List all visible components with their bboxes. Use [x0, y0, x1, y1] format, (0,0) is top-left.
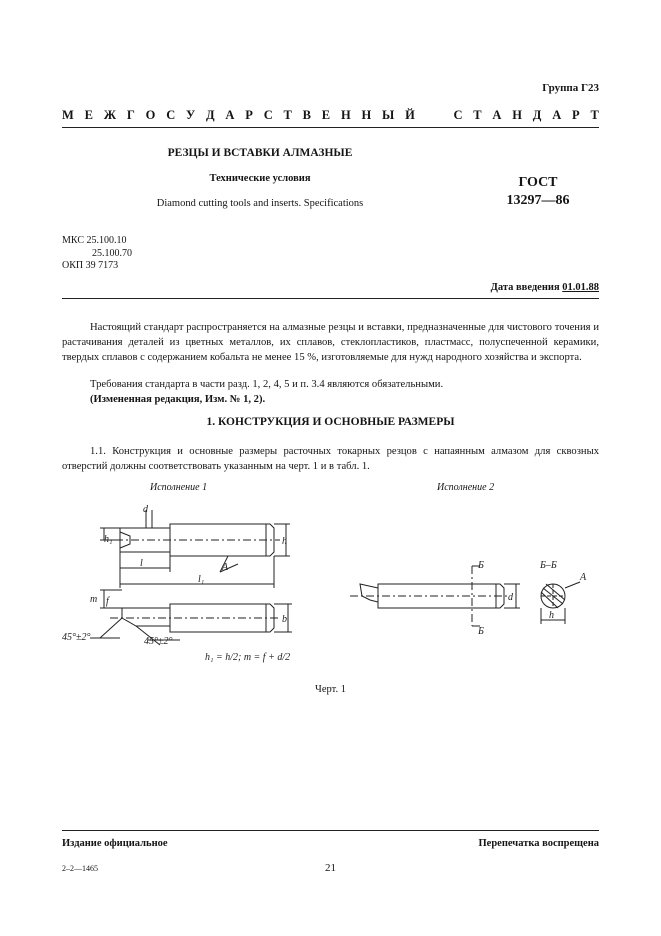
interstate-letter: Н [361, 108, 372, 122]
paragraph-scope: Настоящий стандарт распространяется на алмазные резцы и вставки, предназначенные для чистового точения и растачивания деталей из цветных металлов, их сплавов, стеклопластиков, пластмасс, полуспеченной керамики, твердых сплавов с содержанием кобальта не менее 15 %, изготовляемые для нужд народного хозяйства и экспорта. [62, 322, 599, 363]
technical-drawing [60, 500, 605, 670]
interstate-letter: М [62, 108, 74, 122]
paragraph-1-1: 1.1. Конструкция и основные размеры расточных токарных резцов с напаянным алмазом для сквозных отверстий должны соответствовать указанным на черт. 1 и в табл. 1. [62, 446, 599, 472]
gost-number [488, 174, 588, 210]
interstate-letter: Т [473, 108, 482, 122]
label-d: d [143, 504, 148, 515]
gost-code: 13297—86 [506, 193, 570, 208]
group-label: Группа Г23 [542, 82, 599, 94]
interstate-letter: Т [590, 108, 599, 122]
footer-rule [62, 830, 599, 831]
label-section: Б–Б [540, 560, 557, 571]
paragraph-requirements: Требования стандарта в части разд. 1, 2, 4, 5 и п. 3.4 являются обязательными. [90, 379, 444, 390]
interstate-letter: А [225, 108, 235, 122]
interstate-letter: Н [512, 108, 522, 122]
interstate-letter: Ы [382, 108, 395, 122]
interstate-letter: В [302, 108, 311, 122]
document-title: РЕЗЦЫ И ВСТАВКИ АЛМАЗНЫЕ [167, 147, 353, 159]
interstate-letter: А [492, 108, 502, 122]
label-b: b [282, 614, 287, 625]
label-angle-2: 45°±2° [144, 636, 173, 647]
interstate-letter: С [453, 108, 463, 122]
label-l1: l₁ [198, 574, 205, 585]
document-title-english: Diamond cutting tools and inserts. Specifications [156, 198, 364, 209]
cutter-top-view [100, 510, 290, 588]
interstate-letter: Е [84, 108, 93, 122]
interstate-letter: Д [206, 108, 215, 122]
date-label: Дата введения [490, 282, 560, 293]
version-1-label: Исполнение 1 [150, 482, 208, 493]
section-heading: 1. КОНСТРУКЦИЯ И ОСНОВНЫЕ РАЗМЕРЫ [206, 416, 455, 428]
edition-label: Издание официальное [62, 838, 168, 849]
label-h1: h₁ [104, 534, 113, 545]
label-h: h [282, 536, 287, 547]
interstate-standard-heading [62, 108, 599, 123]
label-section-mark-top: Б [478, 560, 484, 571]
interstate-letter [426, 108, 429, 123]
document-subtitle: Технические условия [209, 173, 311, 184]
interstate-letter: Н [340, 108, 351, 122]
interstate-letter: С [166, 108, 176, 122]
interstate-letter: С [263, 108, 273, 122]
label-l: l [140, 558, 143, 569]
interstate-letter: Р [245, 108, 253, 122]
version-2-label: Исполнение 2 [437, 482, 495, 493]
interstate-letter: Е [321, 108, 331, 122]
header-rule [62, 127, 599, 128]
interstate-letter: Т [283, 108, 292, 122]
interstate-letter: О [145, 108, 156, 122]
date-rule [62, 298, 599, 299]
okp-code: ОКП 39 7173 [62, 260, 119, 271]
paragraph-revision: (Измененная редакция, Изм. № 1, 2). [90, 394, 266, 405]
label-A-v2: A [580, 572, 587, 583]
label-section-mark-bottom: Б [478, 626, 484, 637]
introduction-date [491, 282, 599, 293]
label-m: m [90, 594, 98, 605]
label-A: A [222, 562, 229, 573]
page-number: 21 [325, 862, 336, 874]
mks-code-2: 25.100.70 [92, 247, 132, 259]
label-f: f [106, 596, 109, 607]
label-angle-1: 45°±2° [62, 632, 91, 643]
cutter-version-2 [350, 566, 580, 626]
interstate-letter: Ж [103, 108, 117, 122]
label-formula: h₁ = h/2; m = f + d/2 [205, 652, 291, 663]
interstate-letter: Г [126, 108, 135, 122]
mks-code-1: МКС 25.100.10 [62, 235, 127, 246]
interstate-letter: Р [572, 108, 580, 122]
classification-codes [62, 235, 132, 273]
label-d-v2: d [508, 592, 513, 603]
date-value: 01.01.88 [562, 282, 599, 293]
figure-caption: Черт. 1 [315, 684, 346, 695]
label-h-v2: h [549, 610, 554, 621]
cutter-side-view [90, 590, 292, 645]
interstate-letter: Й [405, 108, 415, 122]
gost-label: ГОСТ [518, 175, 558, 190]
interstate-letter: А [552, 108, 562, 122]
interstate-letter: У [186, 108, 196, 122]
interstate-letter [440, 108, 443, 123]
interstate-letter: Д [532, 108, 542, 122]
print-code: 2–2—1465 [62, 864, 98, 873]
reprint-label: Перепечатка воспрещена [478, 838, 599, 849]
